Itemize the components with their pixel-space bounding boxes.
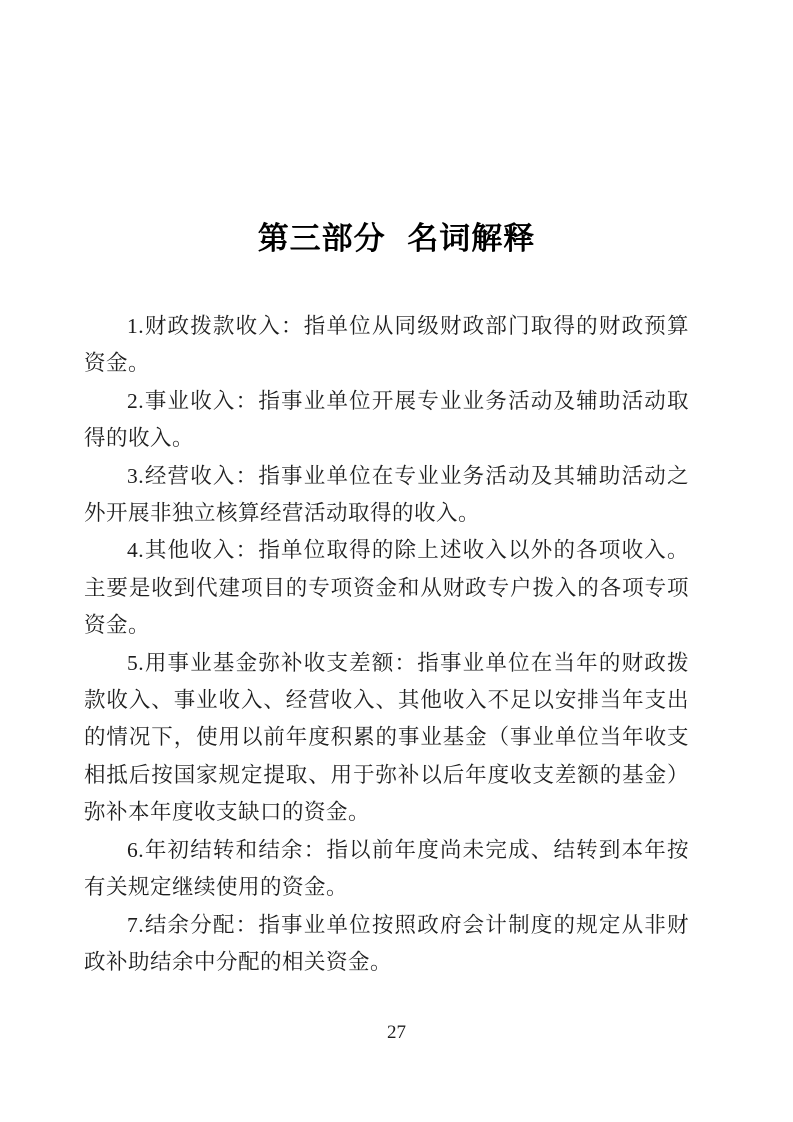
glossary-paragraph-6: 6.年初结转和结余：指以前年度尚未完成、结转到本年按有关规定继续使用的资金。 — [84, 837, 689, 900]
glossary-paragraph-1: 1.财政拨款收入：指单位从同级财政部门取得的财政预算资金。 — [84, 314, 689, 376]
glossary-paragraph-2: 2.事业收入：指事业单位开展专业业务活动及辅助活动取得的收入。 — [84, 388, 689, 451]
glossary-paragraph-5: 5.用事业基金弥补收支差额：指事业单位在当年的财政拨款收入、事业收入、经营收入、其他收入不足以安排当年支出的情况下，使用以前年度积累的事业基金（事业单位当年收支相抵后按国家规定提取、用于弥补以后年度收支差额的基金）弥补本年度收支缺口的资金。 — [84, 650, 689, 825]
document-body — [84, 308, 689, 981]
glossary-paragraph-7: 7.结余分配：指事业单位按照政府会计制度的规定从非财政补助结余中分配的相关资金。 — [84, 912, 689, 974]
page-number: 27 — [387, 1022, 406, 1043]
glossary-paragraph-3: 3.经营收入：指事业单位在专业业务活动及其辅助活动之外开展非独立核算经营活动取得的收入。 — [84, 463, 689, 526]
glossary-paragraph-4: 4.其他收入：指单位取得的除上述收入以外的各项收入。主要是收到代建项目的专项资金和从财政专户拨入的各项专项资金。 — [84, 538, 689, 638]
page-title: 第三部分 名词解释 — [257, 221, 536, 256]
